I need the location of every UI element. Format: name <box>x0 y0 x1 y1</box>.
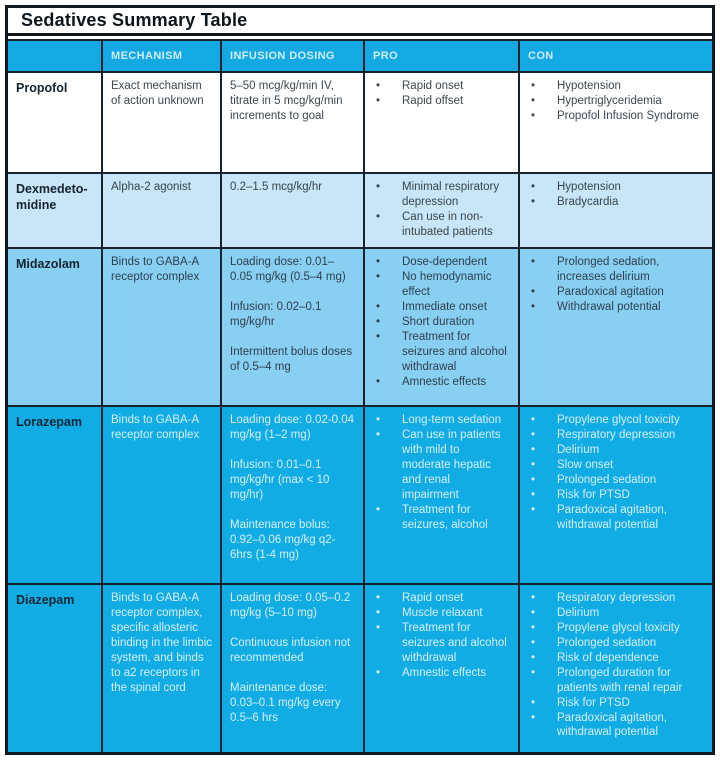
table-row-diazepam <box>8 585 712 752</box>
con-item-text: Prolonged sedation <box>557 473 657 486</box>
drug-name: Lorazepam <box>8 407 103 583</box>
drug-name: Midazolam <box>8 249 103 405</box>
header-cell-mechanism: MECHANISM <box>103 41 222 71</box>
con-item <box>528 591 704 606</box>
bullet-icon: • <box>376 666 381 679</box>
con-item-text: Risk for PTSD <box>557 696 630 709</box>
pro-item-text: Muscle relaxant <box>402 606 483 619</box>
bullet-icon: • <box>376 592 381 604</box>
pro-item-text: Treatment for seizures, alcohol <box>402 503 488 531</box>
bullet-icon: • <box>376 210 381 223</box>
con-item <box>528 458 704 473</box>
pro-cell <box>365 174 520 247</box>
con-item-text: Prolonged duration for patients with renal repair <box>557 666 683 694</box>
con-item <box>528 109 704 124</box>
pro-cell <box>365 585 520 752</box>
dosing-cell <box>222 174 365 247</box>
pro-item-text: Immediate onset <box>402 300 488 313</box>
table-row-midazolam <box>8 249 712 407</box>
con-item <box>528 711 704 741</box>
mechanism-cell <box>103 174 222 247</box>
bullet-icon: • <box>531 181 536 193</box>
con-item <box>528 666 704 696</box>
con-item <box>528 443 704 458</box>
pro-item <box>373 94 510 109</box>
bullet-icon: • <box>376 181 381 193</box>
header-cell-con: CON <box>528 49 554 62</box>
bullet-icon: • <box>376 300 381 313</box>
table-row-lorazepam <box>8 407 712 585</box>
pro-item-text: Treatment for seizures and alcohol withdrawal <box>402 621 507 664</box>
con-item-text: Propylene glycol toxicity <box>557 414 680 426</box>
bullet-icon: • <box>376 315 381 328</box>
dosing-cell <box>222 73 365 172</box>
page-title: Sedatives Summary Table <box>21 10 248 30</box>
dosing-cell <box>222 585 365 752</box>
sedatives-table <box>5 5 715 755</box>
pro-item <box>373 375 510 390</box>
con-item-text: Hypotension <box>557 80 621 92</box>
con-item-text: Delirium <box>557 443 600 456</box>
dosing-paragraph: Maintenance bolus: 0.92–0.06 mg/kg q2-6hrs (1-4 mg) <box>230 518 336 561</box>
con-item-text: Hypertriglyceridemia <box>557 94 662 107</box>
pro-cell <box>365 73 520 172</box>
dosing-paragraph: Loading dose: 0.01–0.05 mg/kg (0.5–4 mg) <box>230 256 346 283</box>
con-cell <box>520 585 712 752</box>
con-item-text: Propofol Infusion Syndrome <box>557 109 699 122</box>
pro-item <box>373 621 510 666</box>
bullet-icon: • <box>531 195 536 208</box>
bullet-icon: • <box>531 488 536 501</box>
pro-item-text: Short duration <box>402 315 475 328</box>
bullet-icon: • <box>376 428 381 441</box>
con-item-text: Risk of dependence <box>557 651 659 664</box>
pro-item <box>373 413 510 428</box>
dosing-paragraph: Infusion: 0.02–0.1 mg/kg/hr <box>230 300 322 328</box>
pro-item <box>373 210 510 240</box>
pro-item <box>373 300 510 315</box>
con-item-text: Propylene glycol toxicity <box>557 621 680 634</box>
drug-name: Diazepam <box>8 585 103 752</box>
bullet-icon: • <box>531 621 536 634</box>
bullet-icon: • <box>531 696 536 709</box>
con-item <box>528 488 704 503</box>
con-item <box>528 94 704 109</box>
bullet-icon: • <box>531 300 536 313</box>
dosing-paragraph: Infusion: 0.01–0.1 mg/kg/hr (max < 10 mg/hr) <box>230 458 330 501</box>
bullet-icon: • <box>531 428 536 441</box>
table-row-propofol <box>8 73 712 174</box>
mechanism-paragraph: Exact mechanism of action unknown <box>111 80 204 107</box>
con-item-text: Bradycardia <box>557 195 619 208</box>
bullet-icon: • <box>531 109 536 122</box>
mechanism-paragraph: Binds to GABA-A receptor complex, specific allosteric binding in the limbic system, and binds to a2 receptors in the spinal cord <box>111 592 213 694</box>
con-item <box>528 413 704 428</box>
drug-name: Propofol <box>8 73 103 172</box>
con-item <box>528 255 704 285</box>
pro-item-text: Treatment for seizures and alcohol withdrawal <box>402 330 507 373</box>
bullet-icon: • <box>531 636 536 649</box>
bullet-icon: • <box>531 94 536 107</box>
pro-item-text: Rapid onset <box>402 592 464 604</box>
mechanism-cell <box>103 249 222 405</box>
mechanism-cell <box>103 585 222 752</box>
pro-item <box>373 606 510 621</box>
pro-item <box>373 79 510 94</box>
bullet-icon: • <box>531 473 536 486</box>
bullet-icon: • <box>531 606 536 619</box>
table-title-bar <box>8 8 712 36</box>
bullet-icon: • <box>376 503 381 516</box>
bullet-icon: • <box>531 80 536 92</box>
bullet-icon: • <box>531 414 536 426</box>
pro-item <box>373 255 510 270</box>
mechanism-paragraph: Binds to GABA-A receptor complex <box>111 256 200 283</box>
table-row-dexmedetomidine <box>8 174 712 249</box>
con-item-text: Prolonged sedation <box>557 636 657 649</box>
con-cell <box>520 73 712 172</box>
con-item <box>528 636 704 651</box>
con-item <box>528 195 704 210</box>
dosing-paragraph: Loading dose: 0.02-0.04 mg/kg (1–2 mg) <box>230 414 355 441</box>
bullet-icon: • <box>376 375 381 388</box>
con-item-text: Delirium <box>557 606 600 619</box>
bullet-icon: • <box>531 711 536 724</box>
pro-cell <box>365 249 520 405</box>
pro-item-text: Can use in patients with mild to moderate hepatic and renal impairment <box>402 428 501 501</box>
dosing-cell <box>222 407 365 583</box>
con-cell <box>520 249 712 405</box>
bullet-icon: • <box>376 330 381 343</box>
bullet-icon: • <box>531 666 536 679</box>
pro-cell <box>365 407 520 583</box>
dosing-paragraph: Intermittent bolus doses of 0.5–4 mg <box>230 345 353 373</box>
bullet-icon: • <box>376 621 381 634</box>
dosing-paragraph: Continuous infusion not recommended <box>230 636 351 664</box>
bullet-icon: • <box>376 270 381 283</box>
mechanism-cell <box>103 73 222 172</box>
pro-item-text: Amnestic effects <box>402 666 487 679</box>
bullet-icon: • <box>376 606 381 619</box>
con-item <box>528 428 704 443</box>
pro-item-text: Rapid onset <box>402 80 464 92</box>
con-cell <box>520 407 712 583</box>
header-cell-infusion-dosing: INFUSION DOSING <box>222 41 365 71</box>
bullet-icon: • <box>531 651 536 664</box>
con-item-text: Withdrawal potential <box>557 300 661 313</box>
con-item <box>528 473 704 488</box>
drug-name: Dexmedeto-midine <box>8 174 103 247</box>
bullet-icon: • <box>531 503 536 516</box>
con-item <box>528 180 704 195</box>
pro-item-text: Rapid offset <box>402 94 464 107</box>
dosing-cell <box>222 249 365 405</box>
pro-item-text: Can use in non-intubated patients <box>402 210 493 238</box>
con-item <box>528 606 704 621</box>
con-item <box>528 300 704 315</box>
pro-item <box>373 666 510 681</box>
pro-item-text: Amnestic effects <box>402 375 487 388</box>
dosing-paragraph: 0.2–1.5 mcg/kg/hr <box>230 181 323 193</box>
bullet-icon: • <box>531 458 536 471</box>
con-item <box>528 79 704 94</box>
con-item-text: Paradoxical agitation <box>557 285 664 298</box>
dosing-paragraph: Loading dose: 0.05–0.2 mg/kg (5–10 mg) <box>230 592 351 619</box>
pro-item <box>373 270 510 300</box>
con-item <box>528 503 704 533</box>
bullet-icon: • <box>376 80 381 92</box>
con-item-text: Respiratory depression <box>557 592 676 604</box>
pro-item <box>373 503 510 533</box>
pro-item-text: Long-term sedation <box>402 414 502 426</box>
bullet-icon: • <box>531 285 536 298</box>
pro-item <box>373 330 510 375</box>
pro-item-text: Minimal respiratory depression <box>402 181 500 208</box>
con-item-text: Hypotension <box>557 181 621 193</box>
bullet-icon: • <box>531 443 536 456</box>
con-item-text: Slow onset <box>557 458 614 471</box>
pro-item <box>373 180 510 210</box>
mechanism-paragraph: Binds to GABA-A receptor complex <box>111 414 200 441</box>
header-cell-pro: PRO <box>365 41 520 71</box>
con-item <box>528 651 704 666</box>
table-header-row <box>8 39 712 73</box>
mechanism-paragraph: Alpha-2 agonist <box>111 181 191 193</box>
bullet-icon: • <box>376 414 381 426</box>
con-item <box>528 696 704 711</box>
con-item-text: Prolonged sedation, increases delirium <box>557 256 660 283</box>
con-item-text: Paradoxical agitation, withdrawal potential <box>557 711 667 739</box>
mechanism-cell <box>103 407 222 583</box>
bullet-icon: • <box>376 256 381 268</box>
bullet-icon: • <box>531 256 536 268</box>
con-item-text: Respiratory depression <box>557 428 676 441</box>
con-cell <box>520 174 712 247</box>
pro-item <box>373 428 510 503</box>
dosing-paragraph: 5–50 mcg/kg/min IV, titrate in 5 mcg/kg/min increments to goal <box>230 80 343 122</box>
header-cell-drug <box>8 41 103 71</box>
bullet-icon: • <box>531 592 536 604</box>
pro-item-text: No hemodynamic effect <box>402 270 492 298</box>
dosing-paragraph: Maintenance dose: 0.03–0.1 mg/kg every 0.5–6 hrs <box>230 681 341 724</box>
bullet-icon: • <box>376 94 381 107</box>
con-item <box>528 621 704 636</box>
con-item <box>528 285 704 300</box>
con-item-text: Risk for PTSD <box>557 488 630 501</box>
pro-item-text: Dose-dependent <box>402 256 488 268</box>
pro-item <box>373 315 510 330</box>
pro-item <box>373 591 510 606</box>
con-item-text: Paradoxical agitation, withdrawal potential <box>557 503 667 531</box>
